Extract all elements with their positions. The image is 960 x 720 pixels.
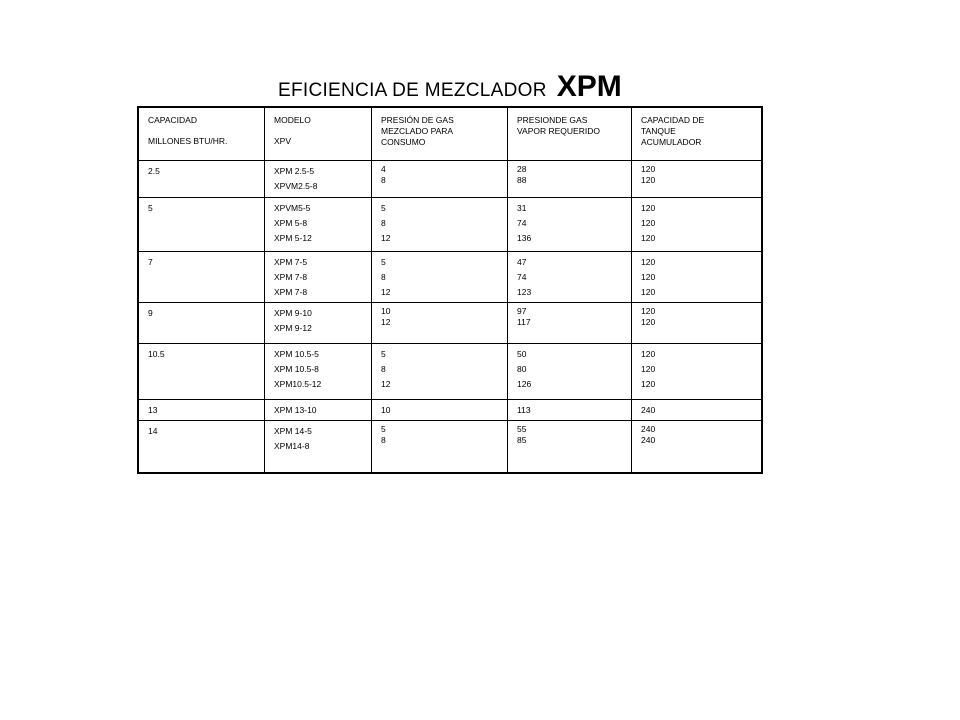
presion-mezclado-cell: [372, 161, 508, 197]
cell-line: 240: [641, 424, 656, 434]
modelo-cell: [265, 344, 372, 399]
cell-line: 240: [641, 405, 656, 415]
cell-line: CONSUMO: [381, 137, 426, 147]
cell-line: TANQUE: [641, 126, 676, 136]
tanque-cell: [632, 198, 761, 251]
presion-mezclado-cell: [372, 344, 508, 399]
tanque-cell: [632, 303, 761, 343]
presion-vapor-cell: [508, 400, 632, 420]
cell-line: 50: [517, 349, 527, 359]
cell-line: 28: [517, 164, 527, 174]
cell-line: 120: [641, 306, 656, 316]
presion-vapor-cell: [508, 161, 632, 197]
tanque-cell: [632, 344, 761, 399]
column-header-tanque: [632, 108, 761, 160]
cell-line: XPM10.5-12: [274, 379, 322, 389]
cell-line: 136: [517, 233, 532, 243]
cell-line: 12: [381, 233, 391, 243]
page-title: [278, 70, 622, 104]
cell-line: 120: [641, 233, 656, 243]
cell-line: 85: [517, 435, 527, 445]
modelo-cell: [265, 303, 372, 343]
cell-line: 47: [517, 257, 527, 267]
cell-line: 10: [381, 306, 391, 316]
presion-vapor-cell: [508, 344, 632, 399]
cell-line: 7: [148, 257, 153, 267]
cell-line: MODELO: [274, 115, 311, 125]
cell-line: 5: [148, 203, 153, 213]
cell-line: 120: [641, 364, 656, 374]
cell-line: 123: [517, 287, 532, 297]
cell-line: XPM 9-10: [274, 308, 312, 318]
capacidad-cell: [139, 400, 265, 420]
cell-line: XPM 2.5-5: [274, 166, 315, 176]
cell-line: 74: [517, 218, 527, 228]
cell-line: 10: [381, 405, 391, 415]
table-row: [139, 198, 761, 252]
column-header-presion-mezclado: [372, 108, 508, 160]
cell-line: XPM 7-8: [274, 287, 308, 297]
capacidad-cell: [139, 344, 265, 399]
cell-line: 12: [381, 287, 391, 297]
cell-line: 120: [641, 218, 656, 228]
table-header-row: [139, 108, 761, 161]
presion-mezclado-cell: [372, 421, 508, 474]
cell-line: 8: [381, 272, 386, 282]
cell-line: PRESIONDE GAS: [517, 115, 588, 125]
cell-line: XPM 9-12: [274, 323, 312, 333]
cell-line: XPV: [274, 136, 292, 146]
capacidad-cell: [139, 198, 265, 251]
cell-line: 5: [381, 257, 386, 267]
cell-line: XPM 14-5: [274, 426, 312, 436]
cell-line: XPVM5-5: [274, 203, 311, 213]
capacidad-cell: [139, 303, 265, 343]
cell-line: PRESIÓN DE GAS: [381, 115, 454, 125]
cell-line: 117: [517, 317, 531, 327]
modelo-cell: [265, 400, 372, 420]
cell-line: 120: [641, 349, 656, 359]
capacidad-cell: [139, 421, 265, 474]
cell-line: ACUMULADOR: [641, 137, 702, 147]
cell-line: XPM 7-5: [274, 257, 308, 267]
efficiency-table: [137, 106, 763, 474]
cell-line: 97: [517, 306, 527, 316]
cell-line: 120: [641, 272, 656, 282]
cell-line: 31: [517, 203, 527, 213]
cell-line: 8: [381, 218, 386, 228]
cell-line: XPM 5-8: [274, 218, 308, 228]
column-header-modelo: [265, 108, 372, 160]
cell-line: 9: [148, 308, 153, 318]
cell-line: CAPACIDAD: [148, 115, 197, 125]
modelo-cell: [265, 161, 372, 197]
cell-line: XPM 10.5-5: [274, 349, 319, 359]
cell-line: 8: [381, 435, 386, 445]
title-brand: XPM: [556, 70, 622, 103]
cell-line: MILLONES BTU/HR.: [148, 136, 228, 146]
tanque-cell: [632, 400, 761, 420]
cell-line: 13: [148, 405, 158, 415]
cell-line: 120: [641, 287, 656, 297]
title-main: EFICIENCIA DE MEZCLADOR: [278, 80, 547, 101]
cell-line: VAPOR REQUERIDO: [517, 126, 600, 136]
table-row: [139, 344, 761, 400]
cell-line: 120: [641, 317, 656, 327]
presion-mezclado-cell: [372, 303, 508, 343]
cell-line: 8: [381, 175, 386, 185]
presion-vapor-cell: [508, 198, 632, 251]
cell-line: 80: [517, 364, 527, 374]
presion-vapor-cell: [508, 252, 632, 302]
cell-line: XPM 7-8: [274, 272, 308, 282]
cell-line: 5: [381, 203, 386, 213]
cell-line: 120: [641, 379, 656, 389]
column-header-capacidad: [139, 108, 265, 160]
cell-line: 5: [381, 349, 386, 359]
tanque-cell: [632, 161, 761, 197]
cell-line: 8: [381, 364, 386, 374]
cell-line: 88: [517, 175, 527, 185]
cell-line: 120: [641, 164, 656, 174]
cell-line: 120: [641, 203, 656, 213]
tanque-cell: [632, 252, 761, 302]
modelo-cell: [265, 421, 372, 474]
table-row: [139, 161, 761, 198]
modelo-cell: [265, 252, 372, 302]
cell-line: 55: [517, 424, 527, 434]
presion-vapor-cell: [508, 303, 632, 343]
cell-line: 4: [381, 164, 386, 174]
table-row: [139, 252, 761, 303]
cell-line: XPM 10.5-8: [274, 364, 319, 374]
cell-line: 14: [148, 426, 158, 436]
cell-line: 12: [381, 379, 391, 389]
table-row: [139, 303, 761, 344]
cell-line: XPM 13-10: [274, 405, 317, 415]
tanque-cell: [632, 421, 761, 474]
capacidad-cell: [139, 252, 265, 302]
cell-line: 120: [641, 257, 656, 267]
column-header-presion-vapor: [508, 108, 632, 160]
cell-line: 12: [381, 317, 391, 327]
presion-mezclado-cell: [372, 400, 508, 420]
cell-line: 10.5: [148, 349, 165, 359]
modelo-cell: [265, 198, 372, 251]
capacidad-cell: [139, 161, 265, 197]
cell-line: 126: [517, 379, 532, 389]
presion-mezclado-cell: [372, 198, 508, 251]
presion-vapor-cell: [508, 421, 632, 474]
cell-line: 74: [517, 272, 527, 282]
table-row: [139, 400, 761, 421]
cell-line: 113: [517, 405, 531, 415]
cell-line: CAPACIDAD DE: [641, 115, 705, 125]
presion-mezclado-cell: [372, 252, 508, 302]
cell-line: MEZCLADO PARA: [381, 126, 454, 136]
cell-line: 240: [641, 435, 656, 445]
cell-line: 2.5: [148, 166, 160, 176]
cell-line: XPM14-8: [274, 441, 310, 451]
cell-line: 5: [381, 424, 386, 434]
cell-line: 120: [641, 175, 656, 185]
table-row: [139, 421, 761, 474]
cell-line: XPVM2.5-8: [274, 181, 318, 191]
cell-line: XPM 5-12: [274, 233, 312, 243]
